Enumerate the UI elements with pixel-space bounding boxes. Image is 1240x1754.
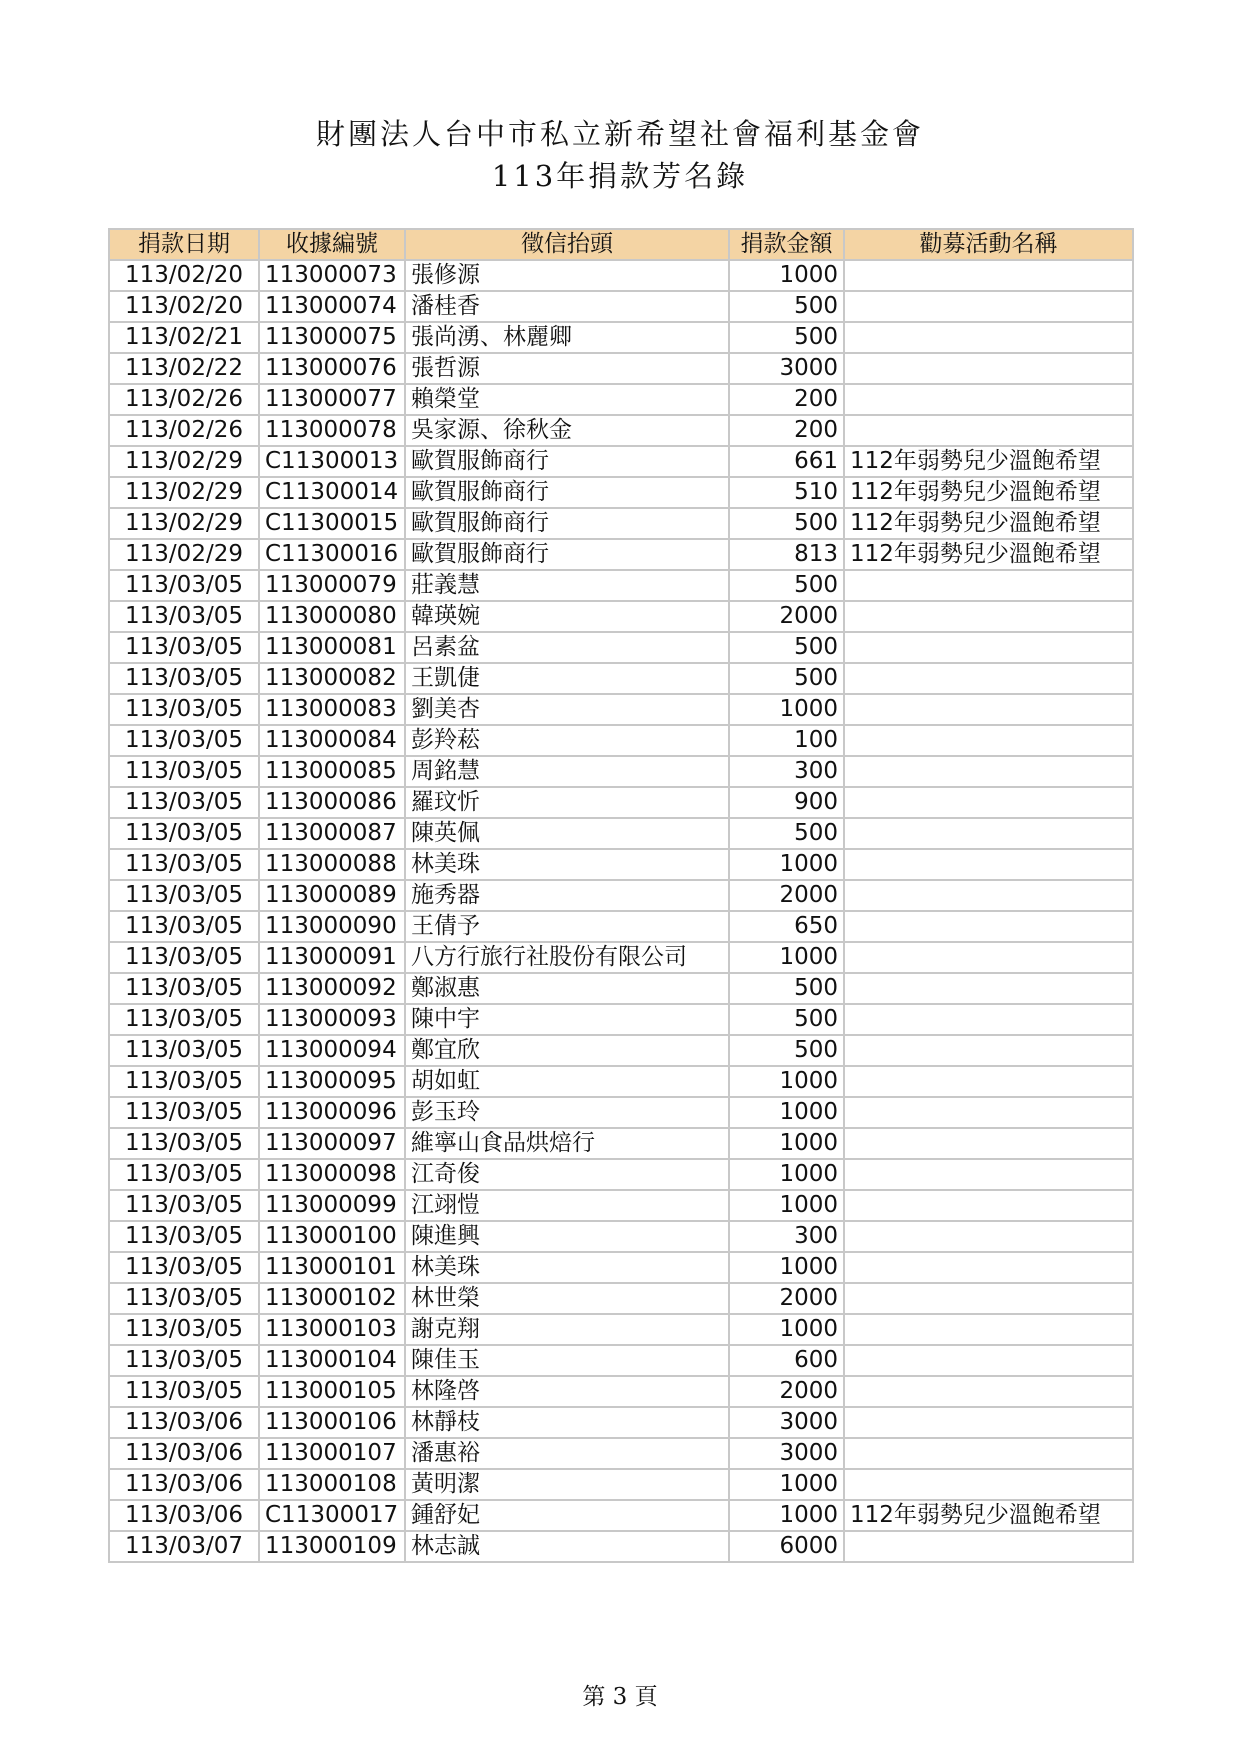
campaign-name-cell [844,353,1133,384]
receipt-number-cell: 113000079 [259,570,405,601]
receipt-number-cell: 113000078 [259,415,405,446]
table-row [109,973,1133,1004]
campaign-name-cell [844,1407,1133,1438]
donor-name-cell: 周銘慧 [405,756,729,787]
table-row [109,849,1133,880]
donation-date-cell: 113/03/05 [109,911,259,942]
donation-amount-cell: 300 [729,756,844,787]
receipt-number-cell: 113000092 [259,973,405,1004]
donation-amount-cell: 1000 [729,849,844,880]
receipt-number-cell: 113000097 [259,1128,405,1159]
campaign-name-cell [844,291,1133,322]
donation-date-cell: 113/03/06 [109,1438,259,1469]
donation-date-cell: 113/03/05 [109,694,259,725]
donation-amount-cell: 500 [729,1004,844,1035]
receipt-number-cell: 113000106 [259,1407,405,1438]
donation-amount-cell: 100 [729,725,844,756]
campaign-name-cell [844,880,1133,911]
campaign-name-cell [844,1345,1133,1376]
table-row [109,1066,1133,1097]
donation-amount-cell: 1000 [729,1500,844,1531]
receipt-number-cell: 113000083 [259,694,405,725]
campaign-name-cell [844,1190,1133,1221]
donation-amount-cell: 500 [729,1035,844,1066]
donor-name-cell: 林隆啓 [405,1376,729,1407]
donor-name-cell: 歐賀服飾商行 [405,539,729,570]
column-header-amount: 捐款金額 [729,229,844,260]
campaign-name-cell: 112年弱勢兒少溫飽希望 [844,477,1133,508]
table-row [109,1469,1133,1500]
donation-date-cell: 113/02/29 [109,477,259,508]
table-row [109,384,1133,415]
receipt-number-cell: 113000108 [259,1469,405,1500]
campaign-name-cell [844,1035,1133,1066]
donor-name-cell: 劉美杏 [405,694,729,725]
column-header-receipt: 收據編號 [259,229,405,260]
donor-name-cell: 陳佳玉 [405,1345,729,1376]
donation-amount-cell: 3000 [729,1438,844,1469]
donor-name-cell: 歐賀服飾商行 [405,508,729,539]
campaign-name-cell [844,1469,1133,1500]
receipt-number-cell: 113000105 [259,1376,405,1407]
table-row [109,632,1133,663]
donor-name-cell: 潘桂香 [405,291,729,322]
donation-date-cell: 113/02/26 [109,415,259,446]
receipt-number-cell: C11300014 [259,477,405,508]
campaign-name-cell [844,1128,1133,1159]
campaign-name-cell [844,1314,1133,1345]
table-row [109,1314,1133,1345]
table-row [109,663,1133,694]
donation-amount-cell: 500 [729,973,844,1004]
donation-date-cell: 113/02/29 [109,539,259,570]
table-row [109,1438,1133,1469]
donation-amount-cell: 1000 [729,1252,844,1283]
donor-name-cell: 賴榮堂 [405,384,729,415]
table-row [109,1345,1133,1376]
receipt-number-cell: 113000109 [259,1531,405,1562]
campaign-name-cell [844,787,1133,818]
receipt-number-cell: C11300017 [259,1500,405,1531]
donation-date-cell: 113/03/05 [109,787,259,818]
table-body [109,260,1133,1562]
donor-name-cell: 謝克翔 [405,1314,729,1345]
donor-name-cell: 羅玟忻 [405,787,729,818]
donation-amount-cell: 1000 [729,1190,844,1221]
donation-date-cell: 113/02/20 [109,260,259,291]
donation-amount-cell: 200 [729,384,844,415]
table-row [109,1004,1133,1035]
donation-date-cell: 113/03/05 [109,1221,259,1252]
receipt-number-cell: C11300016 [259,539,405,570]
donation-date-cell: 113/03/05 [109,601,259,632]
donation-table [108,228,1134,1563]
donation-amount-cell: 500 [729,818,844,849]
donation-amount-cell: 1000 [729,1159,844,1190]
donation-date-cell: 113/02/22 [109,353,259,384]
donor-name-cell: 張修源 [405,260,729,291]
donation-amount-cell: 650 [729,911,844,942]
table-row [109,1159,1133,1190]
table-row [109,508,1133,539]
campaign-name-cell [844,663,1133,694]
campaign-name-cell [844,632,1133,663]
receipt-number-cell: 113000084 [259,725,405,756]
table-row [109,942,1133,973]
donation-amount-cell: 1000 [729,1314,844,1345]
receipt-number-cell: 113000093 [259,1004,405,1035]
table-row [109,1376,1133,1407]
donation-date-cell: 113/03/05 [109,1097,259,1128]
donor-name-cell: 歐賀服飾商行 [405,477,729,508]
campaign-name-cell: 112年弱勢兒少溫飽希望 [844,508,1133,539]
donor-name-cell: 陳進興 [405,1221,729,1252]
table-row [109,1190,1133,1221]
donor-name-cell: 維寧山食品烘焙行 [405,1128,729,1159]
donation-date-cell: 113/03/05 [109,942,259,973]
campaign-name-cell [844,601,1133,632]
donation-amount-cell: 2000 [729,1376,844,1407]
donation-date-cell: 113/03/05 [109,1252,259,1283]
donation-date-cell: 113/03/05 [109,1128,259,1159]
campaign-name-cell [844,911,1133,942]
campaign-name-cell [844,1252,1133,1283]
donation-amount-cell: 2000 [729,880,844,911]
table-row [109,1531,1133,1562]
donor-name-cell: 林美珠 [405,1252,729,1283]
receipt-number-cell: 113000107 [259,1438,405,1469]
receipt-number-cell: 113000077 [259,384,405,415]
donor-name-cell: 施秀器 [405,880,729,911]
table-row [109,539,1133,570]
donation-date-cell: 113/03/05 [109,632,259,663]
donation-date-cell: 113/03/05 [109,1376,259,1407]
donation-date-cell: 113/03/05 [109,1345,259,1376]
donor-name-cell: 江翊愷 [405,1190,729,1221]
table-row [109,415,1133,446]
table-row [109,911,1133,942]
donor-name-cell: 鍾舒妃 [405,1500,729,1531]
receipt-number-cell: C11300015 [259,508,405,539]
donation-amount-cell: 500 [729,570,844,601]
donor-name-cell: 八方行旅行社股份有限公司 [405,942,729,973]
table-row [109,1252,1133,1283]
table-row [109,1035,1133,1066]
receipt-number-cell: 113000081 [259,632,405,663]
column-header-campaign: 勸募活動名稱 [844,229,1133,260]
donation-date-cell: 113/03/07 [109,1531,259,1562]
campaign-name-cell [844,973,1133,1004]
donation-date-cell: 113/02/26 [109,384,259,415]
campaign-name-cell [844,1283,1133,1314]
table-row [109,291,1133,322]
donor-name-cell: 韓瑛婉 [405,601,729,632]
donor-name-cell: 林志誠 [405,1531,729,1562]
receipt-number-cell: 113000100 [259,1221,405,1252]
table-row [109,818,1133,849]
receipt-number-cell: 113000087 [259,818,405,849]
campaign-name-cell [844,415,1133,446]
column-header-donor: 徵信抬頭 [405,229,729,260]
donation-amount-cell: 3000 [729,1407,844,1438]
receipt-number-cell: 113000096 [259,1097,405,1128]
table-row [109,1283,1133,1314]
donation-date-cell: 113/03/05 [109,1004,259,1035]
table-row [109,1221,1133,1252]
donation-date-cell: 113/03/05 [109,1314,259,1345]
donation-amount-cell: 1000 [729,1066,844,1097]
campaign-name-cell [844,1531,1133,1562]
receipt-number-cell: 113000098 [259,1159,405,1190]
campaign-name-cell [844,756,1133,787]
receipt-number-cell: 113000091 [259,942,405,973]
campaign-name-cell [844,1159,1133,1190]
donor-name-cell: 林美珠 [405,849,729,880]
receipt-number-cell: 113000090 [259,911,405,942]
donation-date-cell: 113/03/05 [109,1035,259,1066]
donor-name-cell: 張哲源 [405,353,729,384]
table-row [109,756,1133,787]
campaign-name-cell: 112年弱勢兒少溫飽希望 [844,1500,1133,1531]
donation-amount-cell: 500 [729,322,844,353]
donation-amount-cell: 6000 [729,1531,844,1562]
donor-name-cell: 鄭淑惠 [405,973,729,1004]
campaign-name-cell [844,694,1133,725]
table-row [109,1128,1133,1159]
donation-amount-cell: 900 [729,787,844,818]
receipt-number-cell: 113000102 [259,1283,405,1314]
donor-name-cell: 莊義慧 [405,570,729,601]
campaign-name-cell [844,725,1133,756]
table-row [109,322,1133,353]
table-row [109,601,1133,632]
table-row [109,1500,1133,1531]
campaign-name-cell: 112年弱勢兒少溫飽希望 [844,446,1133,477]
donor-name-cell: 呂素盆 [405,632,729,663]
donation-amount-cell: 2000 [729,1283,844,1314]
receipt-number-cell: 113000073 [259,260,405,291]
donation-amount-cell: 1000 [729,1128,844,1159]
donation-date-cell: 113/03/05 [109,818,259,849]
donation-amount-cell: 1000 [729,1469,844,1500]
donor-name-cell: 江奇俊 [405,1159,729,1190]
donor-name-cell: 陳中宇 [405,1004,729,1035]
donation-amount-cell: 813 [729,539,844,570]
receipt-number-cell: 113000089 [259,880,405,911]
column-header-date: 捐款日期 [109,229,259,260]
donation-date-cell: 113/02/21 [109,322,259,353]
campaign-name-cell [844,570,1133,601]
donor-name-cell: 林世榮 [405,1283,729,1314]
table-row [109,787,1133,818]
donation-amount-cell: 600 [729,1345,844,1376]
receipt-number-cell: 113000085 [259,756,405,787]
campaign-name-cell [844,942,1133,973]
table-row [109,694,1133,725]
receipt-number-cell: 113000104 [259,1345,405,1376]
donation-date-cell: 113/03/05 [109,1159,259,1190]
donation-date-cell: 113/03/05 [109,880,259,911]
table-row [109,1407,1133,1438]
receipt-number-cell: 113000088 [259,849,405,880]
table-row [109,260,1133,291]
donation-date-cell: 113/02/29 [109,446,259,477]
receipt-number-cell: 113000076 [259,353,405,384]
campaign-name-cell [844,849,1133,880]
donor-name-cell: 胡如虹 [405,1066,729,1097]
donor-name-cell: 歐賀服飾商行 [405,446,729,477]
donation-date-cell: 113/03/05 [109,1283,259,1314]
table-row [109,477,1133,508]
receipt-number-cell: 113000095 [259,1066,405,1097]
donation-amount-cell: 200 [729,415,844,446]
campaign-name-cell [844,1004,1133,1035]
donation-amount-cell: 500 [729,508,844,539]
donation-amount-cell: 1000 [729,1097,844,1128]
donation-amount-cell: 2000 [729,601,844,632]
donation-amount-cell: 500 [729,291,844,322]
table-row [109,1097,1133,1128]
donation-amount-cell: 1000 [729,260,844,291]
table-row [109,446,1133,477]
donation-date-cell: 113/03/05 [109,1190,259,1221]
receipt-number-cell: 113000075 [259,322,405,353]
donation-amount-cell: 1000 [729,942,844,973]
donation-amount-cell: 661 [729,446,844,477]
campaign-name-cell [844,818,1133,849]
donation-amount-cell: 300 [729,1221,844,1252]
campaign-name-cell [844,1066,1133,1097]
donation-amount-cell: 500 [729,632,844,663]
donation-date-cell: 113/02/29 [109,508,259,539]
donation-amount-cell: 3000 [729,353,844,384]
donor-name-cell: 王凱倢 [405,663,729,694]
receipt-number-cell: 113000101 [259,1252,405,1283]
receipt-number-cell: 113000080 [259,601,405,632]
page-title: 財團法人台中市私立新希望社會福利基金會 [315,117,924,151]
donor-name-cell: 吳家源、徐秋金 [405,415,729,446]
receipt-number-cell: 113000094 [259,1035,405,1066]
table-row [109,353,1133,384]
receipt-number-cell: 113000086 [259,787,405,818]
donor-name-cell: 彭玉玲 [405,1097,729,1128]
campaign-name-cell [844,322,1133,353]
donor-name-cell: 潘惠裕 [405,1438,729,1469]
donation-date-cell: 113/03/06 [109,1469,259,1500]
donor-name-cell: 黃明潔 [405,1469,729,1500]
donation-amount-cell: 510 [729,477,844,508]
donor-name-cell: 鄭宜欣 [405,1035,729,1066]
donation-date-cell: 113/03/06 [109,1407,259,1438]
table-header-row [109,229,1133,260]
page-number: 第 3 頁 [582,1684,658,1710]
donation-date-cell: 113/03/05 [109,663,259,694]
receipt-number-cell: 113000099 [259,1190,405,1221]
campaign-name-cell [844,1438,1133,1469]
donation-date-cell: 113/03/06 [109,1500,259,1531]
donation-date-cell: 113/03/05 [109,973,259,1004]
receipt-number-cell: 113000082 [259,663,405,694]
donation-amount-cell: 500 [729,663,844,694]
campaign-name-cell [844,1097,1133,1128]
donation-date-cell: 113/03/05 [109,725,259,756]
campaign-name-cell [844,1221,1133,1252]
table-row [109,880,1133,911]
receipt-number-cell: C11300013 [259,446,405,477]
donation-date-cell: 113/03/05 [109,849,259,880]
donor-name-cell: 王倩予 [405,911,729,942]
table-row [109,725,1133,756]
donation-date-cell: 113/03/05 [109,570,259,601]
donation-date-cell: 113/03/05 [109,1066,259,1097]
table-row [109,570,1133,601]
receipt-number-cell: 113000103 [259,1314,405,1345]
campaign-name-cell [844,260,1133,291]
donor-name-cell: 張尚湧、林麗卿 [405,322,729,353]
page-subtitle: 113年捐款芳名錄 [491,159,749,193]
campaign-name-cell: 112年弱勢兒少溫飽希望 [844,539,1133,570]
donation-date-cell: 113/03/05 [109,756,259,787]
donor-name-cell: 林靜枝 [405,1407,729,1438]
campaign-name-cell [844,1376,1133,1407]
donor-name-cell: 彭羚菘 [405,725,729,756]
donation-amount-cell: 1000 [729,694,844,725]
donor-name-cell: 陳英佩 [405,818,729,849]
campaign-name-cell [844,384,1133,415]
donation-date-cell: 113/02/20 [109,291,259,322]
receipt-number-cell: 113000074 [259,291,405,322]
